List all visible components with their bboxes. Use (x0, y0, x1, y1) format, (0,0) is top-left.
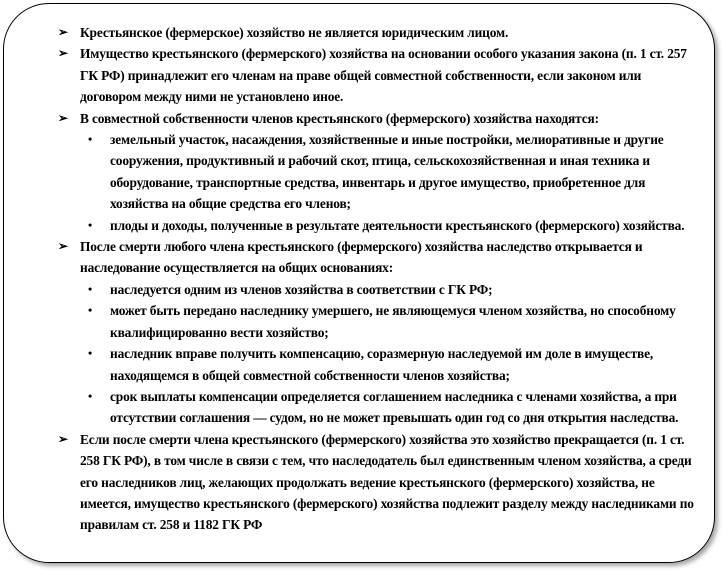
list-item-joint-property (58, 108, 694, 236)
arrow-bullet-icon: ➢ (58, 46, 68, 61)
sub-list-item (80, 343, 694, 386)
arrow-bullet-icon: ➢ (58, 25, 68, 39)
sub-list-item-text: наследуется одним из членов хозяйства в соответствии с ГК РФ; (110, 281, 493, 297)
sub-list-item-text: может быть передано наследнику умершего, не являющемуся членом хозяйства, но способному квалифицированно вести хозяйство; (110, 303, 676, 340)
list-item-termination (58, 429, 694, 536)
dot-bullet-icon: • (88, 132, 93, 147)
list-item-text: В совместной собственности членов крестьянского (фермерского) хозяйства находятся: (80, 110, 599, 126)
list-item-legal-status (58, 22, 694, 43)
dot-bullet-icon: • (88, 281, 93, 296)
sub-list-inheritance (80, 279, 694, 429)
sub-list-item (80, 129, 694, 215)
arrow-bullet-icon: ➢ (58, 431, 68, 446)
dot-bullet-icon: • (88, 303, 93, 318)
document-body (58, 22, 694, 536)
list-item-text: Имущество крестьянского (фермерского) хозяйства на основании особого указания закона (п. 1 ст. 257 ГК РФ) принадлежит его членам на праве общей совместной собственности, если законом или договором между ними не установлено иное. (80, 46, 687, 105)
sub-list-joint-property (80, 129, 694, 236)
dot-bullet-icon: • (88, 217, 93, 232)
arrow-bullet-icon: ➢ (58, 239, 68, 254)
dot-bullet-icon: • (88, 346, 93, 361)
sub-list-item (80, 215, 694, 236)
arrow-bullet-icon: ➢ (58, 110, 68, 125)
list-item-text: Если после смерти члена крестьянского (фермерского) хозяйства это хозяйство прекращается (п. 1 ст. 258 ГК РФ), в том числе в связи с тем, что наследодатель был единственным членом хозяйства, а среди его наследников лиц, желающих продолжать ведение крестьянского (фермерского) хозяйства, не имеется, имущество крестьянского (фермерского) хозяйства подлежит разделу между наследниками по правилам ст. 258 и 1182 ГК РФ (80, 431, 694, 533)
sub-list-item-text: наследник вправе получить компенсацию, соразмерную наследуемой им доле в имуществе, находящемся в общей совместной собственности членов хозяйства; (110, 346, 654, 383)
list-item-text: Крестьянское (фермерское) хозяйство не является юридическим лицом. (80, 25, 509, 40)
sub-list-item-text: срок выплаты компенсации определяется соглашением наследника с членами хозяйства, а при отсутствии соглашения — судом, но не может превышать один год со дня открытия наследства. (110, 388, 679, 426)
sub-list-item (80, 386, 694, 429)
sub-list-item-text: плоды и доходы, полученные в результате деятельности крестьянского (фермерского) хозяйства. (110, 217, 685, 233)
main-list (58, 22, 694, 536)
list-item-property-ownership (58, 43, 694, 107)
list-item-inheritance (58, 236, 694, 429)
dot-bullet-icon: • (88, 388, 93, 403)
sub-list-item-text: земельный участок, насаждения, хозяйственные и иные постройки, мелиоративные и другие сооружения, продуктивный и рабочий скот, птица, сельскохозяйственная и иная техника и оборудование, транспортные средства, инвентарь и другое имущество, приобретенное для хозяйства на общие средства его членов; (110, 132, 664, 212)
sub-list-item (80, 279, 694, 300)
list-item-text: После смерти любого члена крестьянского (фермерского) хозяйства наследство открывается и наследование осуществляется на общих основаниях: (80, 239, 643, 276)
sub-list-item (80, 300, 694, 343)
